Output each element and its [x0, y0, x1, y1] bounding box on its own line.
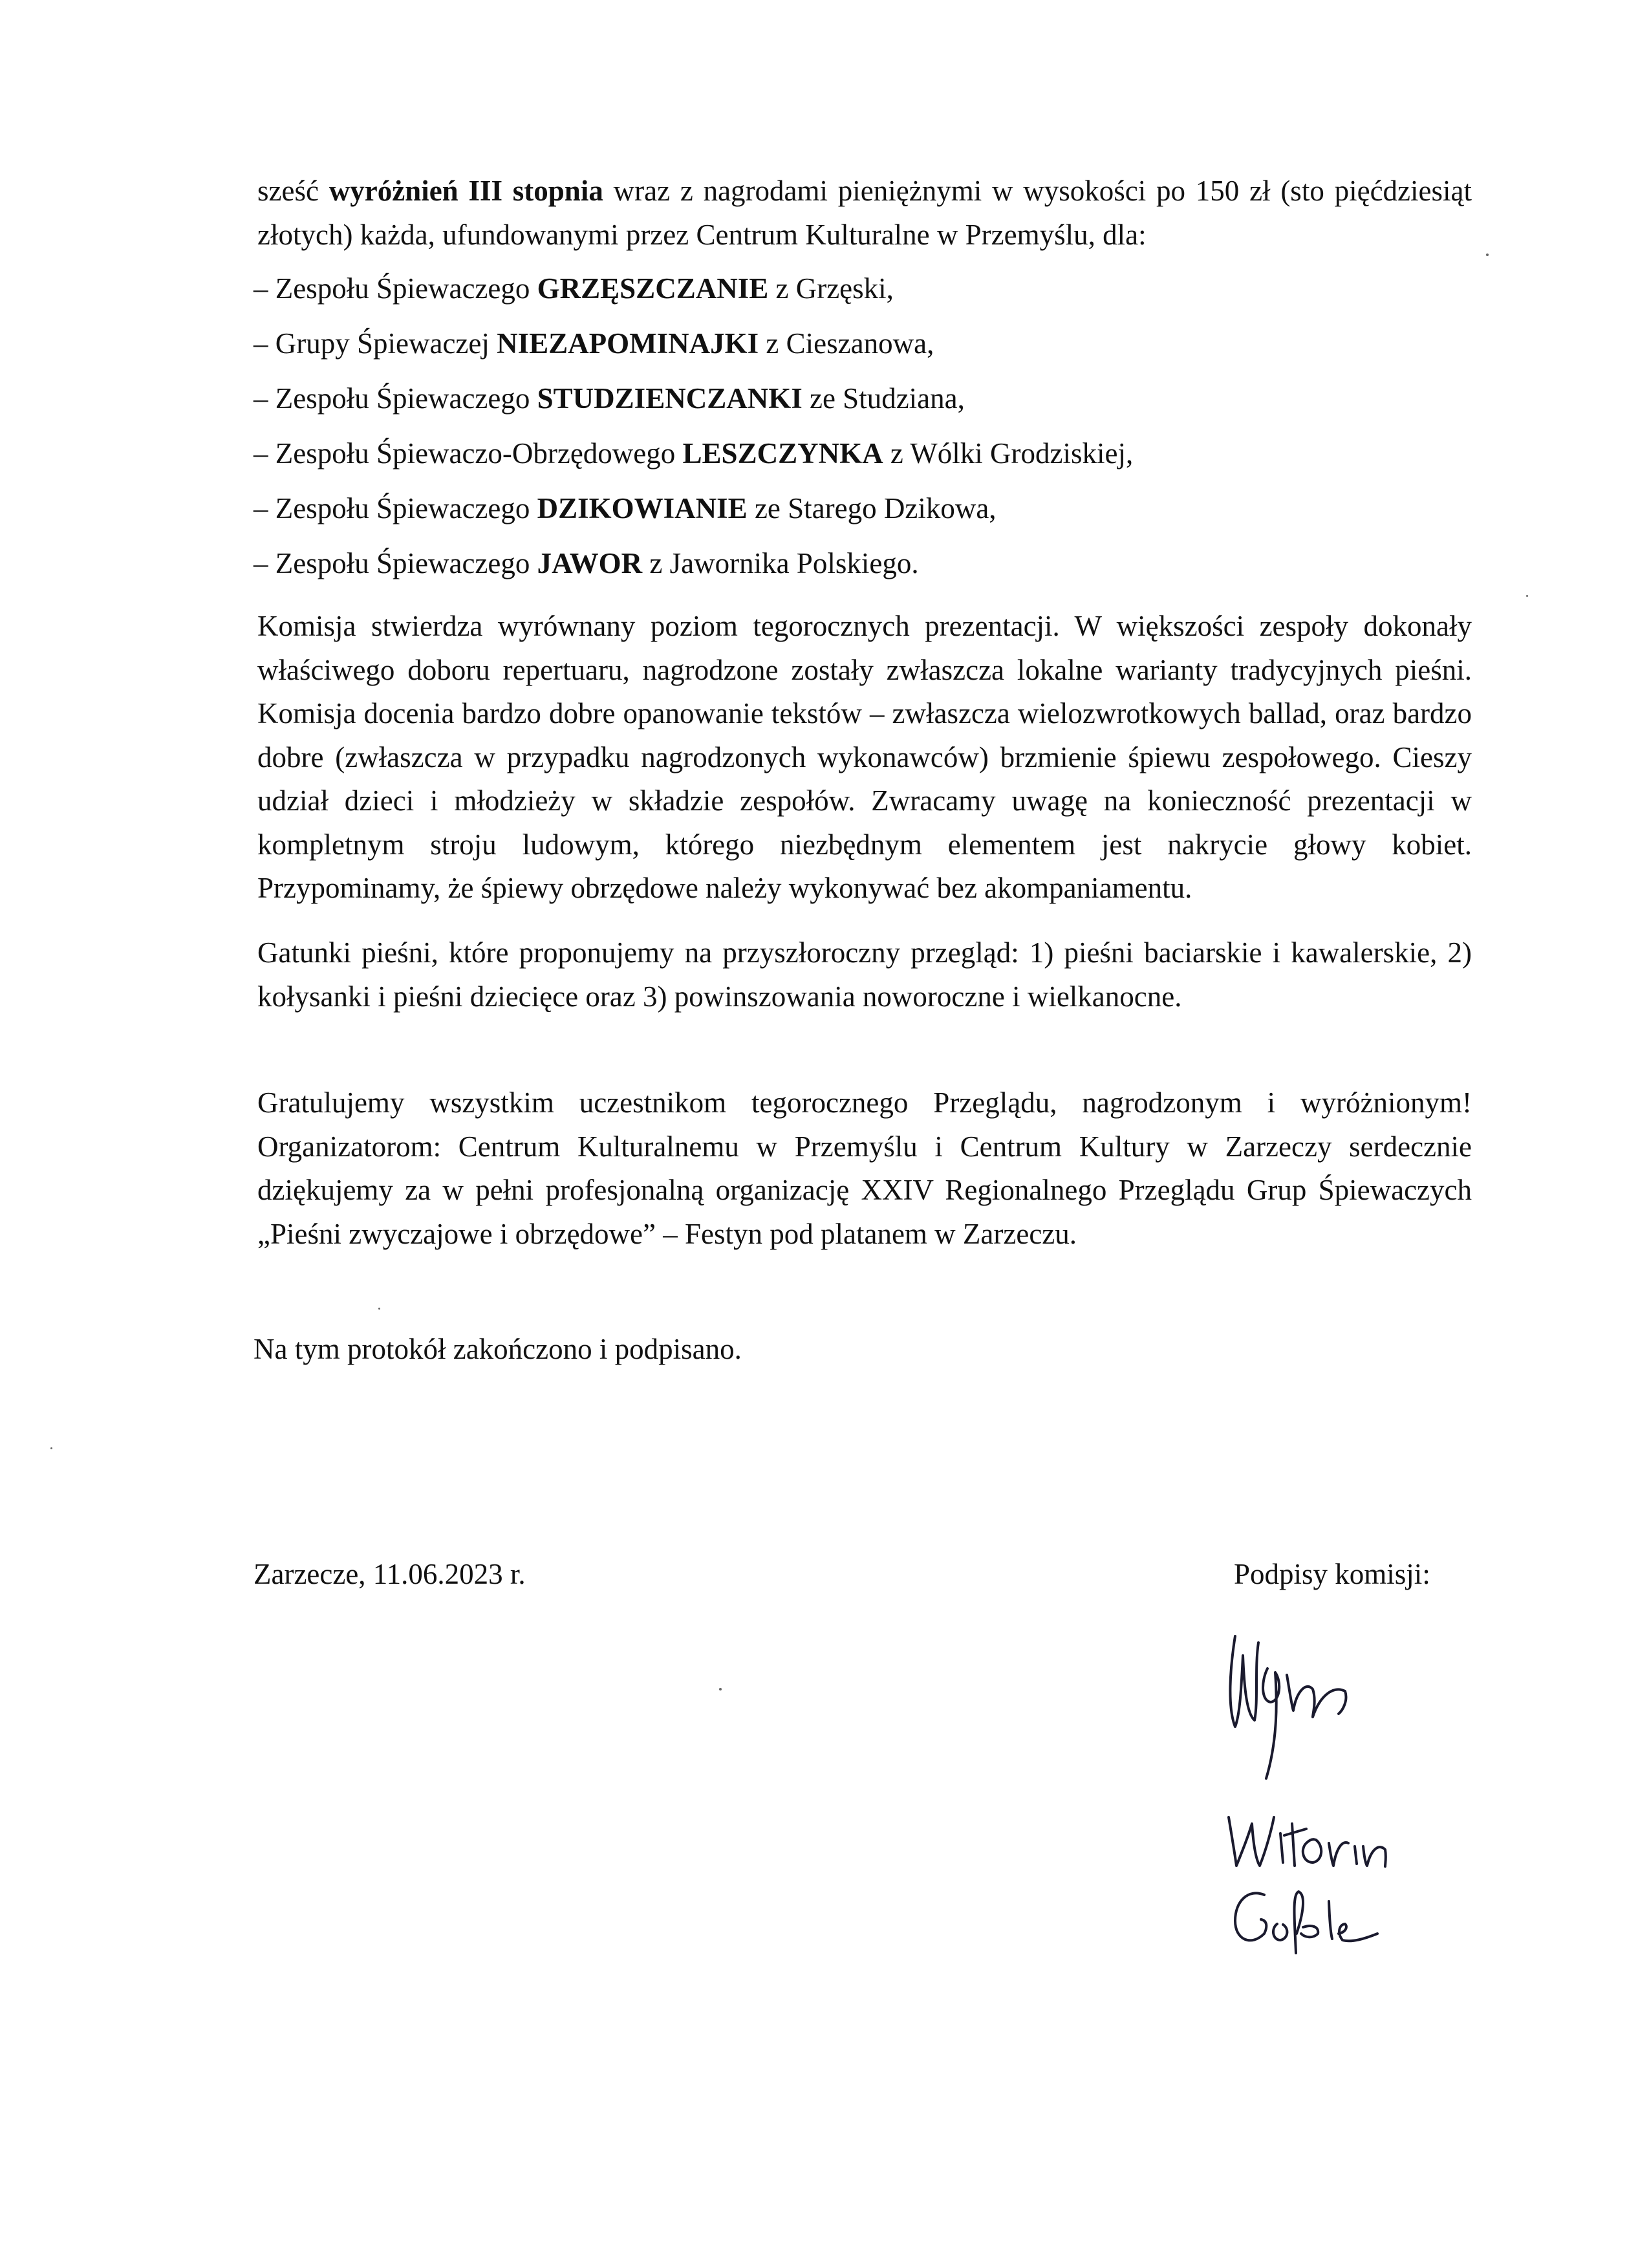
award-name: JAWOR: [537, 547, 643, 579]
award-name: LESZCZYNKA: [682, 437, 883, 470]
intro-text-end: wraz z nagrodami pieniężnymi w wysokości po 150 zł (sto pięćdziesiąt złotych) każda, ufundowanymi przez Centrum Kulturalne w Przemyślu, dla:: [257, 175, 1472, 251]
award-suffix: ze Starego Dzikowa,: [747, 492, 997, 524]
award-item: [253, 272, 894, 305]
award-name: DZIKOWIANIE: [537, 492, 748, 524]
award-name: GRZĘSZCZANIE: [537, 272, 769, 305]
signature-2: [1229, 1817, 1386, 1866]
handwritten-signatures: [1216, 1630, 1487, 1966]
signature-3: [1235, 1892, 1377, 1953]
intro-paragraph: [257, 169, 1472, 257]
award-prefix: – Zespołu Śpiewaczo-Obrzędowego: [253, 437, 683, 470]
award-item: [253, 327, 934, 360]
award-prefix: – Zespołu Śpiewaczego: [253, 492, 537, 524]
scan-speck: [719, 1688, 722, 1690]
award-suffix: z Cieszanowa,: [759, 327, 934, 360]
award-name: STUDZIENCZANKI: [537, 382, 803, 415]
award-prefix: – Zespołu Śpiewaczego: [253, 272, 537, 305]
place-date: Zarzecze, 11.06.2023 r.: [253, 1558, 526, 1590]
intro-text-start: sześć: [257, 175, 329, 207]
award-item: [253, 382, 965, 415]
award-suffix: z Grzęski,: [768, 272, 894, 305]
award-prefix: – Grupy Śpiewaczej: [253, 327, 497, 360]
award-prefix: – Zespołu Śpiewaczego: [253, 547, 537, 579]
genres-paragraph: Gatunki pieśni, które proponujemy na przyszłoroczny przegląd: 1) pieśni baciarskie i kawalerskie, 2) kołysanki i pieśni dziecięce oraz 3) powinszowania noworoczne i wielkanocne.: [257, 936, 1472, 1013]
award-suffix: z Wólki Grodziskiej,: [883, 437, 1134, 470]
award-prefix: – Zespołu Śpiewaczego: [253, 382, 537, 415]
award-name: NIEZAPOMINAJKI: [497, 327, 759, 360]
scan-speck: [1486, 254, 1489, 256]
scan-speck: [378, 1308, 380, 1310]
closing-statement: Na tym protokół zakończono i podpisano.: [253, 1333, 742, 1365]
commission-paragraph: Komisja stwierdza wyrównany poziom tegorocznych prezentacji. W większości zespoły dokonały właściwego doboru repertuaru, nagrodzone zostały zwłaszcza lokalne warianty tradycyjnych pieśni. Komisja docenia bardzo dobre opanowanie tekstów – zwłaszcza wielozwrotkowych ballad, oraz bardzo dobre (zwłaszcza w przypadku nagrodzonych wykonawców) brzmienie śpiewu zespołowego. Cieszy udział dzieci i młodzieży w składzie zespołów. Zwracamy uwagę na konieczność prezentacji w kompletnym stroju ludowym, którego niezbędnym elementem jest nakrycie głowy kobiet. Przypominamy, że śpiewy obrzędowe należy wykonywać bez akompaniamentu.: [257, 610, 1472, 904]
signatures-label: Podpisy komisji:: [1234, 1558, 1430, 1590]
award-suffix: z Jawornika Polskiego.: [642, 547, 919, 579]
award-item: [253, 491, 997, 525]
award-item: [253, 437, 1133, 470]
award-item: [253, 546, 919, 580]
intro-bold-text: wyróżnień III stopnia: [329, 175, 603, 207]
award-suffix: ze Studziana,: [802, 382, 965, 415]
scan-speck: [1526, 595, 1528, 597]
signature-1: [1230, 1636, 1346, 1778]
congrats-paragraph: Gratulujemy wszystkim uczestnikom tegorocznego Przeglądu, nagrodzonym i wyróżnionym! Organizatorom: Centrum Kulturalnemu w Przemyślu i Centrum Kultury w Zarzeczy serdecznie dziękujemy za w pełni profesjonalną organizację XXIV Regionalnego Przeglądu Grup Śpiewaczych „Pieśni zwyczajowe i obrzędowe” – Festyn pod platanem w Zarzeczu.: [257, 1086, 1472, 1250]
scan-speck: [50, 1447, 52, 1449]
